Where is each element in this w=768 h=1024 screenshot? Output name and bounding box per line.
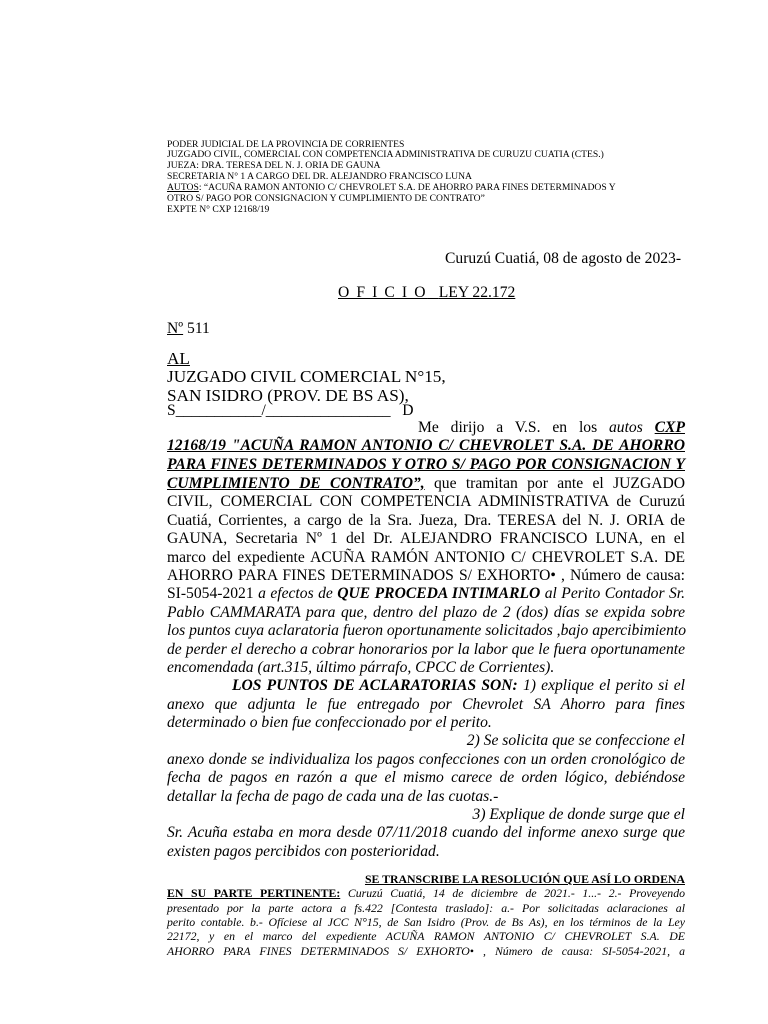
transcription-line-2: presentado por la parte actora a fs.422 [Contesta traslado]: a.- Por solicitadas aclaraciones al (167, 901, 685, 915)
recipient-al: AL (167, 349, 190, 368)
header-autos-line-2: OTRO S/ PAGO POR CONSIGNACION Y CUMPLIMIENTO DE CONTRATO” (167, 193, 485, 204)
transcription-line-5: AHORRO PARA FINES DETERMINADOS S/ EXHORTO• , Número de causa: SI-5054-2021, a (167, 944, 685, 958)
p1-case-prefix: CXP (654, 419, 685, 436)
header-court-line-2: JUZGADO CIVIL, COMERCIAL CON COMPETENCIA ADMINISTRATIVA DE CURUZU CUATIA (CTES.) (167, 149, 604, 160)
p1-tramitan-text: que tramitan por ante el JUZGADO (433, 475, 685, 492)
p2-line-1 (232, 677, 685, 695)
header-autos-line (167, 183, 616, 193)
p1-line-6: Cuatiá, Corrientes, a cargo de la Sra. Jueza, Dra. TERESA del N. J. ORIA de (167, 512, 685, 529)
date-line: Curuzú Cuatiá, 08 de agosto de 2023- (445, 250, 682, 267)
p2-line-2: anexo que adjunta le fue entregado por Chevrolet SA Ahorro para fines (167, 696, 685, 713)
p1-line-8: marco del expediente ACUÑA RAMÓN ANTONIO C/ CHEVROLET S.A. DE (167, 549, 685, 566)
p1-autos-word: autos (609, 419, 643, 436)
number-prefix: Nº (167, 320, 184, 337)
p1-line-11: Pablo CAMMARATA para que, dentro del plazo de 2 (dos) días se expida sobre (167, 604, 685, 621)
p1-line-13: de perder el derecho a cobrar honorarios por la labor que le fuera oportunamente (167, 641, 685, 658)
p1-line-12: los puntos cuya aclaratoria fueron oportunamente solicitados ,bajo apercibimiento (167, 622, 687, 639)
recipient-court: JUZGADO CIVIL COMERCIAL N°15, (167, 367, 446, 386)
p1-line-2: 12168/19 "ACUÑA RAMON ANTONIO C/ CHEVROLET S.A. DE AHORRO (167, 437, 685, 454)
oficio-number (167, 320, 210, 338)
sd-s: S (167, 402, 176, 419)
number-value: 511 (187, 320, 210, 337)
header-expediente: EXPTE N° CXP 12168/19 (167, 204, 270, 215)
sd-slash: / (261, 402, 266, 419)
p1-line-3: PARA FINES DETERMINADOS Y OTRO S/ PAGO POR CONSIGNACION Y (167, 456, 685, 473)
oficio-title (338, 284, 515, 302)
header-secretary-line: SECRETARIA N° 1 A CARGO DEL DR. ALEJANDRO FRANCISCO LUNA (167, 171, 472, 182)
p1-efectos-text: a efectos de (258, 585, 333, 602)
p1-line-14: encomendada (art.315, último párrafo, CPCC de Corrientes). (167, 659, 555, 676)
p1-line-4 (167, 475, 685, 493)
transcription-date-text: Curuzú Cuatiá, 14 de diciembre de 2021.- 1...- 2.- Proveyendo (340, 886, 685, 900)
p1-case-end: CUMPLIMIENTO DE CONTRATO”, (167, 475, 425, 492)
transcription-heading: SE TRANSCRIBE LA RESOLUCIÓN QUE ASÍ LO ORDENA (364, 872, 685, 886)
header-court-line-1: PODER JUDICIAL DE LA PROVINCIA DE CORRIENTES (167, 139, 405, 150)
transcription-pertinente: EN SU PARTE PERTINENTE: (167, 886, 341, 900)
p1-line-1 (418, 419, 685, 437)
p1-intro-text: Me dirijo a V.S. en los (418, 419, 598, 436)
p3-line-3: fecha de pagos en razón a que el mismo carece de orden lógico, debiéndose (167, 769, 685, 786)
sd-d: D (402, 402, 414, 419)
p1-intimarlo-text: QUE PROCEDA INTIMARLO (337, 585, 541, 602)
p3-line-1: 2) Se solicita que se confeccione el (466, 732, 685, 749)
p1-causa-number: SI-5054-2021 (167, 585, 254, 602)
sd-blank-2: ________________ (265, 402, 391, 419)
p3-line-4: detallar la fecha de pago de cada una de las cuotas.- (167, 788, 499, 805)
p4-line-2: Sr. Acuña estaba en mora desde 07/11/2018 cuando del informe anexo surge que (167, 824, 685, 841)
p1-line-5: CIVIL, COMERCIAL CON COMPETENCIA ADMINISTRATIVA de Curuzú (167, 493, 685, 510)
transcription-line-3: perito contable. b.- Ofíciese al JCC N°15, de San Isidro (Prov. de Bs As), en los términos de la Ley (167, 915, 685, 929)
p1-line-9: AHORRO PARA FINES DETERMINADOS S/ EXHORTO• , Número de causa: (167, 567, 685, 584)
oficio-law: LEY 22.172 (438, 284, 516, 301)
sd-blank-1: ___________ (175, 402, 262, 419)
p2-line-3: determinado o bien fue confeccionado por el perito. (167, 714, 492, 731)
p1-line-7: GAUNA, Secretaria Nº 1 del Dr. ALEJANDRO FRANCISCO LUNA, en el (167, 530, 685, 547)
transcription-line-4: 22172, y en el marco del expediente ACUÑA RAMON ANTONIO C/ CHEVROLET S.A. DE (167, 929, 685, 943)
p4-line-1: 3) Explique de donde surge que el (472, 806, 685, 823)
p3-line-2: anexo donde se individualiza los pagos confecciones con un orden cronológico de (167, 751, 685, 768)
p4-line-3: existen pagos percibidos con posterioridad. (167, 843, 440, 860)
p2-point-1: 1) explique el perito si el (522, 677, 685, 694)
p1-perito-text: al Perito Contador Sr. (544, 585, 685, 602)
p2-heading: LOS PUNTOS DE ACLARATORIAS SON: (232, 677, 518, 694)
header-judge-line: JUEZA: DRA. TERESA DEL N. J. ORIA DE GAUNA (167, 160, 381, 171)
transcription-line-1 (167, 886, 685, 900)
oficio-word: O F I C I O (338, 284, 428, 301)
recipient-place: SAN ISIDRO (PROV. DE BS AS), (167, 386, 409, 405)
autos-label: AUTOS (167, 182, 199, 193)
recipient-sd (167, 402, 414, 420)
p1-line-10 (167, 585, 685, 603)
autos-text: : “ACUÑA RAMON ANTONIO C/ CHEVROLET S.A. DE AHORRO PARA FINES DETERMINADOS Y (198, 182, 616, 193)
